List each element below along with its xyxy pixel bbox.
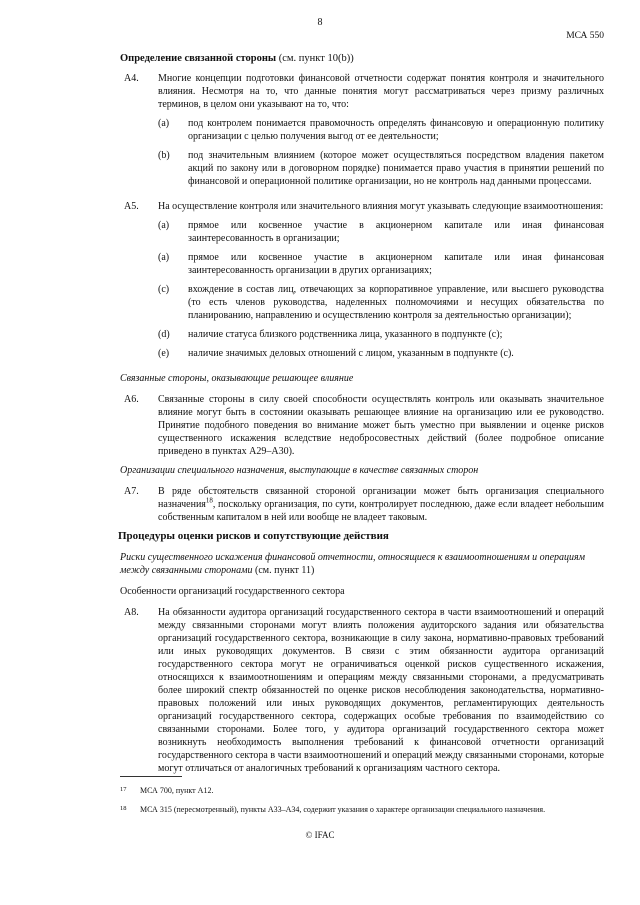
footnote-number: 18	[120, 805, 127, 812]
heading-risk-assessment: Процедуры оценки рисков и сопутствующие действия	[118, 530, 389, 542]
list-item-text: наличие значимых деловых отношений с лицом, указанным в подпункте (с).	[188, 348, 514, 359]
heading-public-sector: Особенности организаций государственного сектора	[120, 586, 345, 597]
footnote-number: 17	[120, 786, 127, 793]
paragraph-text: В ряде обстоятельств связанной стороной организации может быть организация специального назначения	[158, 486, 604, 510]
list-item-label: (a)	[158, 220, 170, 231]
list-item-label: (a)	[158, 118, 170, 129]
paragraph-a6	[120, 393, 604, 458]
heading-related-party-definition	[120, 52, 604, 65]
list-item-text: под значительным влиянием (которое может осуществляться посредством владения пакетом акций по закону или в договорном порядке) понимается право участия в принятии решений по финансовой и операционной политике организации, но не контроль над данными процессами.	[188, 150, 604, 187]
list-item-text: наличие статуса близкого родственника лица, указанного в подпункте (с);	[188, 329, 503, 340]
list-item-label: (e)	[158, 348, 170, 359]
list-item	[158, 328, 604, 341]
paragraph-body	[158, 485, 604, 524]
standard-code: МСА 550	[566, 31, 604, 41]
footnote-divider	[120, 776, 182, 777]
footnote	[120, 785, 604, 796]
heading-risks-material-misstatement	[120, 551, 604, 577]
paragraph-text-continued: , поскольку организация, по сути, контролирует последнюю, даже если владеет небольшим собственным капиталом в ней или вообще не владеет таковым.	[158, 499, 604, 523]
paragraph-text: На обязанности аудитора организаций государственного сектора в части взаимоотношений и операций между связанными сторонами могут влиять положения аудиторского задания или обязательства организаций государственного сектора, возникающие в силу закона, нормативно-правовых требований или иных руководящих документов. В связи с этим обязанности аудитора организаций государственного сектора могут не ограничиваться оценкой рисков существенного искажения, относящихся к взаимоотношениям и операциям между связанными сторонами, а предусматривать более широкий спектр обязанностей по оценке рисков несоблюдения законодательства, нормативно-правовых положений или иных руководящих документов, регламентирующих деятельность организаций государственного сектора, содержащих особые требования по взаимодействию со связанными сторонами. Более того, у аудитора организаций государственного сектора может возникнуть необходимость выполнения требований к финансовой отчетности организаций государственного сектора в части взаимоотношений и операций между связанными сторонами, которые могут отличаться от аналогичных требований к организациям частного сектора.	[158, 607, 604, 774]
footnote-text: МСА 700, пункт А12.	[140, 786, 214, 795]
paragraph-number: A4.	[124, 73, 139, 84]
paragraph-number: A6.	[124, 394, 139, 405]
paragraph-text: Многие концепции подготовки финансовой отчетности содержат понятия контроля и значительного влияния. Несмотря на то, что данные понятия могут рассматриваться через призму различных терминов, в целом они указывают на то, что:	[158, 73, 604, 110]
list-item-label: (d)	[158, 329, 170, 340]
heading-text: Определение связанной стороны	[120, 53, 277, 64]
list-item	[158, 219, 604, 245]
list-item-text: под контролем понимается правомочность определять финансовую и операционную политику организации с целью получения выгод от ее деятельности;	[188, 118, 604, 142]
paragraph-number: A8.	[124, 607, 139, 618]
paragraph-number: A5.	[124, 201, 139, 212]
paragraph-text: На осуществление контроля или значительного влияния могут указывать следующие взаимоотношения:	[158, 201, 604, 212]
list-item-text: прямое или косвенное участие в акционерном капитале или иная финансовая заинтересованность в организации;	[188, 220, 604, 244]
list-item-text: прямое или косвенное участие в акционерном капитале или иная финансовая заинтересованность организации в других организациях;	[188, 252, 604, 276]
footnote-reference: 18	[205, 496, 213, 505]
paragraph-number: A7.	[124, 486, 139, 497]
footnotes	[120, 785, 604, 823]
footnote-text: МСА 315 (пересмотренный), пункты А33–А34, содержит указания о характере организации специального назначения.	[140, 805, 546, 814]
list-item-label: (b)	[158, 150, 170, 161]
list-item-text: вхождение в состав лиц, отвечающих за корпоративное управление, или высшего руководства (то есть членов руководства, наделенных полномочиями и несущих обязательства по планированию, направлению и осуществлению контроля за деятельностью организации);	[188, 284, 604, 321]
paragraph-a4	[120, 72, 604, 194]
heading-reference: (см. пункт 11)	[252, 565, 315, 576]
heading-dominant-influence: Связанные стороны, оказывающие решающее влияние	[120, 373, 354, 384]
paragraph-body	[158, 200, 604, 366]
list-item	[158, 149, 604, 188]
paragraph-a7	[120, 485, 604, 524]
list-item	[158, 347, 604, 360]
list-item	[158, 251, 604, 277]
heading-text: Риски существенного искажения финансовой отчетности, относящиеся к взаимоотношениям и операциям между связанными сторонами	[120, 552, 586, 576]
page-content	[120, 52, 604, 781]
list-item-label: (a)	[158, 252, 170, 263]
copyright: © IFAC	[305, 830, 335, 840]
heading-reference: (см. пункт 10(b))	[276, 53, 354, 64]
list-item	[158, 283, 604, 322]
list-item-label: (c)	[158, 284, 170, 295]
page-number: 8	[317, 17, 323, 28]
paragraph-text: Связанные стороны в силу своей способности осуществлять контроль или оказывать значительное влияние могут быть в состоянии оказывать решающее влияние на организацию или ее руководство. Принятие подобного поведения во внимание может быть уместно при выявлении и оценке рисков существенного искажения вследствие недобросовестных действий (более подробное описание приведено в пунктах А29–А30).	[158, 394, 604, 457]
heading-special-purpose-entities: Организации специального назначения, выступающие в качестве связанных сторон	[120, 465, 479, 476]
paragraph-body	[158, 72, 604, 194]
paragraph-a5	[120, 200, 604, 366]
footnote	[120, 804, 604, 815]
list-item	[158, 117, 604, 143]
paragraph-a8	[120, 606, 604, 775]
